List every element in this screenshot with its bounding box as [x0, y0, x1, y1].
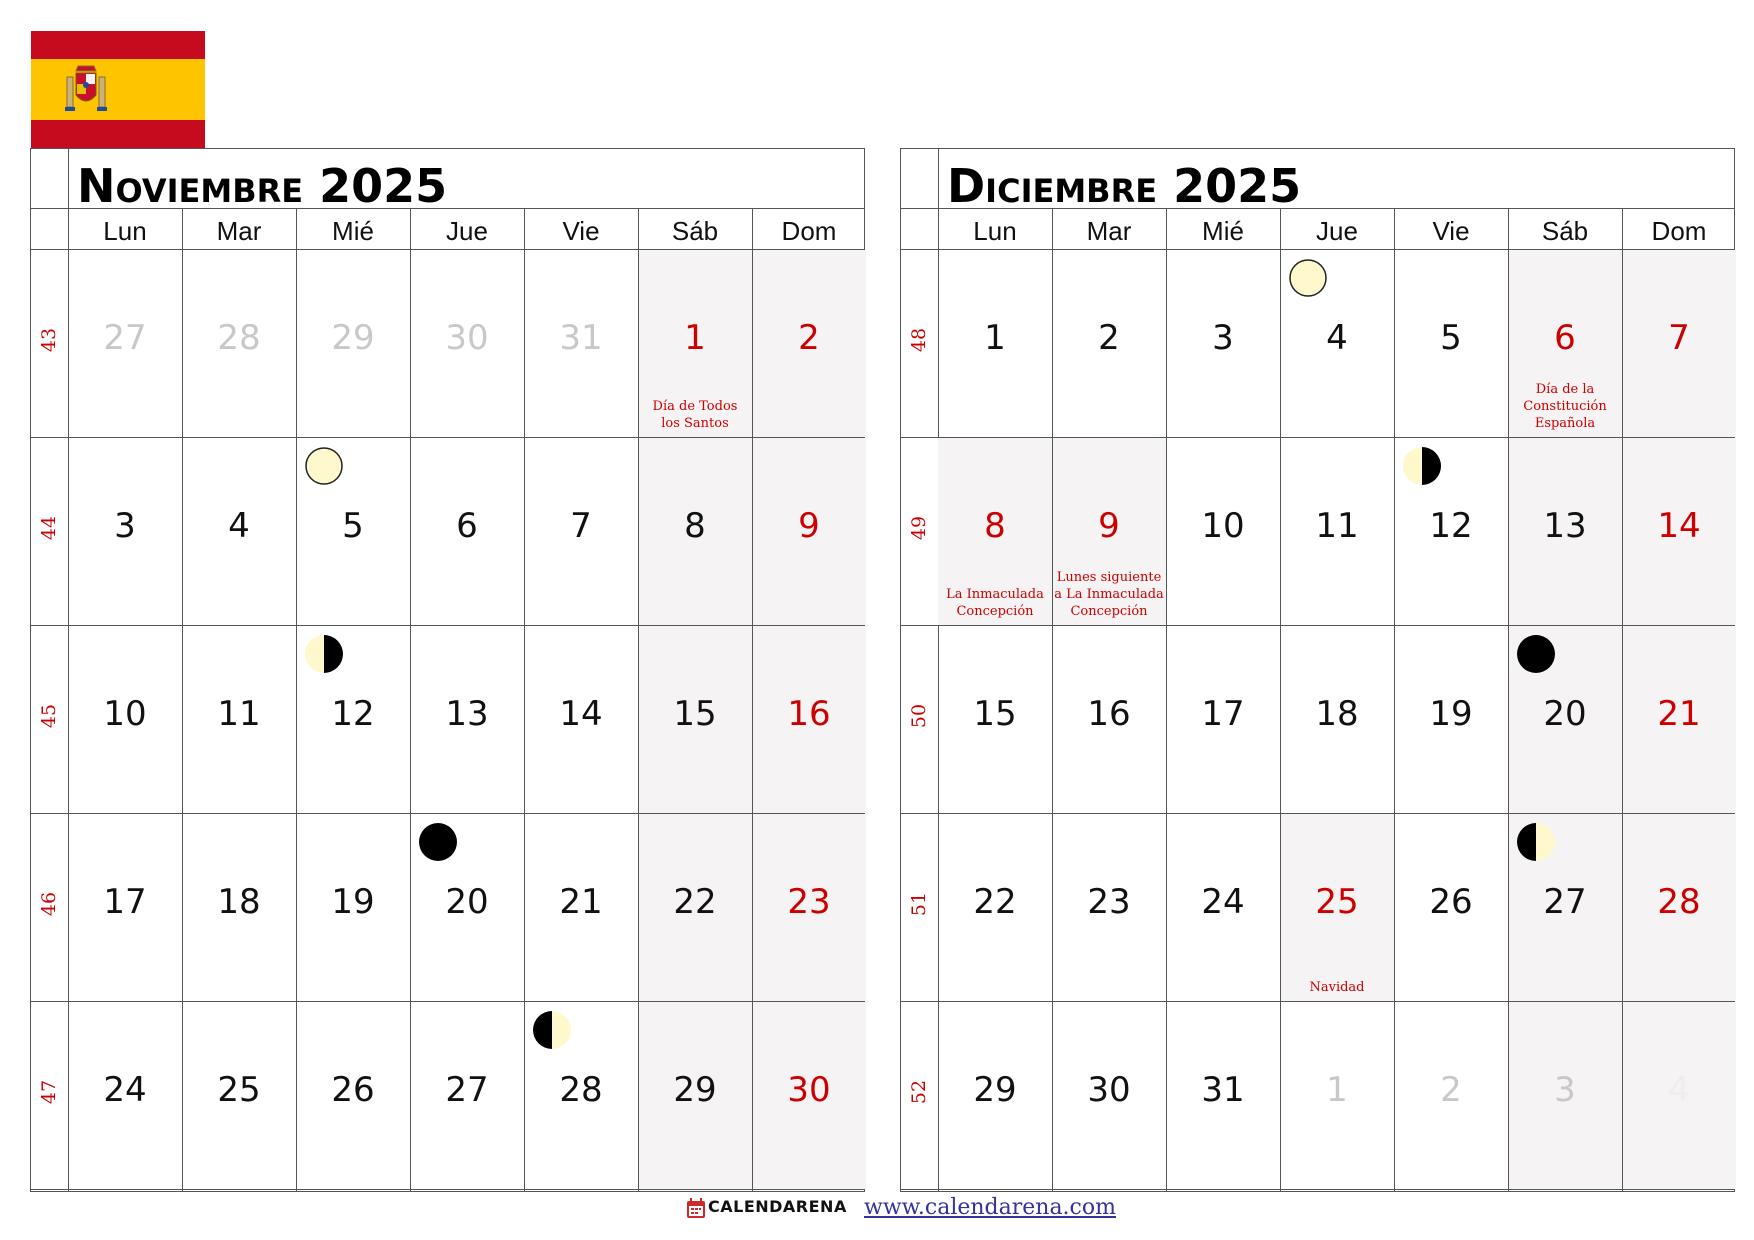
- day-number: 8: [684, 506, 706, 546]
- day-number: 14: [559, 694, 603, 734]
- first-quarter-moon-icon: [1516, 822, 1556, 862]
- day-number: 31: [1201, 1070, 1245, 1110]
- grid-vline: [1052, 208, 1053, 1191]
- weekday-header: Vie: [1432, 216, 1470, 246]
- weekday-header: Sáb: [671, 216, 719, 246]
- day-number: 8: [984, 506, 1006, 546]
- day-number: 11: [217, 694, 261, 734]
- day-number: 2: [798, 318, 820, 358]
- grid-vline: [1280, 208, 1281, 1191]
- grid-vline: [752, 208, 753, 1191]
- day-number: 2: [1098, 318, 1120, 358]
- weekday-header: Vie: [562, 216, 600, 246]
- day-number: 17: [103, 882, 147, 922]
- day-cell[interactable]: [524, 438, 638, 625]
- day-cell[interactable]: [524, 250, 638, 437]
- day-cell[interactable]: [1394, 438, 1508, 625]
- week-number: 48: [908, 327, 931, 353]
- footer: [0, 1195, 1754, 1225]
- website-link[interactable]: www.calendarena.com: [864, 1195, 1116, 1220]
- day-number: 15: [673, 694, 717, 734]
- day-number: 5: [1440, 318, 1462, 358]
- day-cell[interactable]: [524, 626, 638, 813]
- day-cell[interactable]: [1622, 250, 1736, 437]
- day-cell[interactable]: [410, 626, 524, 813]
- day-number: 21: [559, 882, 603, 922]
- weekday-header: Mié: [332, 216, 374, 246]
- weekday-header: Dom: [1651, 216, 1707, 246]
- day-number: 18: [1315, 694, 1359, 734]
- weekday-header: Lun: [103, 216, 147, 246]
- flag-stripe-bottom: [31, 120, 205, 148]
- day-cell[interactable]: [1052, 250, 1166, 437]
- day-number: 9: [798, 506, 820, 546]
- day-cell[interactable]: [752, 438, 866, 625]
- day-cell[interactable]: [1280, 1002, 1394, 1189]
- grid-vline: [1622, 208, 1623, 1191]
- holiday-label: Concepción: [1070, 604, 1148, 619]
- day-cell[interactable]: [638, 250, 752, 437]
- day-number: 23: [787, 882, 831, 922]
- day-number: 29: [973, 1070, 1017, 1110]
- day-cell[interactable]: [752, 1002, 866, 1189]
- day-cell[interactable]: [638, 626, 752, 813]
- holiday-label: los Santos: [661, 416, 729, 431]
- day-cell[interactable]: [1622, 438, 1736, 625]
- holiday-label: Española: [1534, 416, 1596, 431]
- day-number: 16: [1087, 694, 1131, 734]
- day-cell[interactable]: [938, 438, 1052, 625]
- day-number: 26: [1429, 882, 1473, 922]
- day-cell[interactable]: [296, 250, 410, 437]
- day-number: 30: [445, 318, 489, 358]
- day-cell[interactable]: [1394, 1002, 1508, 1189]
- day-cell[interactable]: [1052, 438, 1166, 625]
- day-number: 19: [331, 882, 375, 922]
- day-number: 23: [1087, 882, 1131, 922]
- weekday-header: Jue: [446, 216, 488, 246]
- day-number: 11: [1315, 506, 1359, 546]
- day-cell[interactable]: [1622, 1002, 1736, 1189]
- flag-stripe-top: [31, 31, 205, 59]
- week-number: 44: [38, 515, 61, 541]
- day-number: 14: [1657, 506, 1701, 546]
- full-moon-icon: [304, 446, 344, 486]
- weekday-header: Mar: [216, 216, 262, 246]
- grid-vline: [638, 208, 639, 1191]
- day-number: 15: [973, 694, 1017, 734]
- day-number: 20: [445, 882, 489, 922]
- day-number: 28: [217, 318, 261, 358]
- coat-of-arms-icon: [63, 63, 109, 117]
- day-number: 4: [1668, 1070, 1690, 1110]
- day-number: 13: [445, 694, 489, 734]
- day-number: 5: [342, 506, 364, 546]
- first-quarter-moon-icon: [532, 1010, 572, 1050]
- day-cell[interactable]: [1622, 814, 1736, 1001]
- day-number: 10: [103, 694, 147, 734]
- day-cell[interactable]: [296, 626, 410, 813]
- new-moon-icon: [418, 822, 458, 862]
- day-cell[interactable]: [938, 626, 1052, 813]
- week-number: 43: [38, 327, 61, 353]
- weekday-header: Sáb: [1541, 216, 1589, 246]
- day-cell[interactable]: [1508, 626, 1622, 813]
- day-number: 28: [559, 1070, 603, 1110]
- day-cell[interactable]: [410, 1002, 524, 1189]
- day-number: 26: [331, 1070, 375, 1110]
- day-number: 25: [217, 1070, 261, 1110]
- weekday-header: Jue: [1316, 216, 1358, 246]
- day-cell[interactable]: [1280, 438, 1394, 625]
- day-cell[interactable]: [938, 250, 1052, 437]
- day-cell[interactable]: [68, 814, 182, 1001]
- month-title: Noviembre 2025: [77, 159, 448, 213]
- week-number: 52: [908, 1079, 931, 1105]
- day-number: 20: [1543, 694, 1587, 734]
- day-cell[interactable]: [68, 250, 182, 437]
- day-cell[interactable]: [1508, 250, 1622, 437]
- day-number: 1: [684, 318, 706, 358]
- week-number: 51: [908, 891, 931, 917]
- day-cell[interactable]: [1166, 438, 1280, 625]
- week-number: 47: [38, 1079, 61, 1105]
- day-cell[interactable]: [182, 250, 296, 437]
- day-cell[interactable]: [1166, 626, 1280, 813]
- day-number: 27: [1543, 882, 1587, 922]
- day-cell[interactable]: [1166, 814, 1280, 1001]
- holiday-label: Navidad: [1309, 980, 1365, 995]
- weekday-header: Mar: [1086, 216, 1132, 246]
- day-cell[interactable]: [68, 626, 182, 813]
- day-cell[interactable]: [638, 1002, 752, 1189]
- day-number: 28: [1657, 882, 1701, 922]
- day-cell[interactable]: [638, 814, 752, 1001]
- day-cell[interactable]: [182, 814, 296, 1001]
- day-cell[interactable]: [1394, 814, 1508, 1001]
- grid-vline: [1394, 208, 1395, 1191]
- day-cell[interactable]: [410, 250, 524, 437]
- day-number: 6: [456, 506, 478, 546]
- day-cell[interactable]: [1052, 814, 1166, 1001]
- day-cell[interactable]: [638, 438, 752, 625]
- day-cell[interactable]: [752, 626, 866, 813]
- day-number: 7: [1668, 318, 1690, 358]
- day-cell[interactable]: [1508, 1002, 1622, 1189]
- grid-hline: [901, 1189, 1734, 1190]
- day-number: 24: [103, 1070, 147, 1110]
- day-cell[interactable]: [68, 1002, 182, 1189]
- grid-vline: [296, 208, 297, 1191]
- day-number: 10: [1201, 506, 1245, 546]
- day-number: 27: [103, 318, 147, 358]
- day-cell[interactable]: [296, 438, 410, 625]
- day-number: 4: [228, 506, 250, 546]
- month-title: Diciembre 2025: [947, 159, 1302, 213]
- day-cell[interactable]: [1622, 626, 1736, 813]
- day-number: 19: [1429, 694, 1473, 734]
- day-cell[interactable]: [182, 438, 296, 625]
- spain-flag-icon: [31, 31, 205, 148]
- day-cell[interactable]: [1280, 626, 1394, 813]
- day-number: 22: [673, 882, 717, 922]
- day-number: 12: [331, 694, 375, 734]
- day-cell[interactable]: [1394, 626, 1508, 813]
- day-number: 25: [1315, 882, 1359, 922]
- day-cell[interactable]: [938, 1002, 1052, 1189]
- day-cell[interactable]: [938, 814, 1052, 1001]
- brand-name: CALENDARENA: [708, 1197, 847, 1216]
- week-number: 50: [908, 703, 931, 729]
- day-number: 12: [1429, 506, 1473, 546]
- day-number: 1: [1326, 1070, 1348, 1110]
- day-cell[interactable]: [1166, 1002, 1280, 1189]
- day-number: 24: [1201, 882, 1245, 922]
- day-number: 27: [445, 1070, 489, 1110]
- day-number: 29: [673, 1070, 717, 1110]
- full-moon-icon: [1288, 258, 1328, 298]
- weekday-header: Lun: [973, 216, 1017, 246]
- day-number: 29: [331, 318, 375, 358]
- week-number: 45: [38, 703, 61, 729]
- day-number: 6: [1554, 318, 1576, 358]
- day-number: 4: [1326, 318, 1348, 358]
- day-cell[interactable]: [1280, 814, 1394, 1001]
- weekday-header: Mié: [1202, 216, 1244, 246]
- day-number: 31: [559, 318, 603, 358]
- day-number: 3: [1212, 318, 1234, 358]
- grid-vline: [1508, 208, 1509, 1191]
- grid-vline: [1166, 208, 1167, 1191]
- day-cell[interactable]: [1280, 250, 1394, 437]
- day-cell[interactable]: [1052, 1002, 1166, 1189]
- holiday-label: Día de la: [1535, 382, 1595, 397]
- new-moon-icon: [1516, 634, 1556, 674]
- holiday-label: Lunes siguiente: [1056, 570, 1162, 585]
- day-number: 3: [114, 506, 136, 546]
- day-number: 13: [1543, 506, 1587, 546]
- day-cell[interactable]: [1052, 626, 1166, 813]
- last-quarter-moon-icon: [304, 634, 344, 674]
- weekday-header: Dom: [781, 216, 837, 246]
- day-number: 16: [787, 694, 831, 734]
- day-cell[interactable]: [68, 438, 182, 625]
- day-number: 21: [1657, 694, 1701, 734]
- day-cell[interactable]: [296, 814, 410, 1001]
- day-number: 9: [1098, 506, 1120, 546]
- calendar-icon: [686, 1197, 706, 1219]
- day-number: 17: [1201, 694, 1245, 734]
- week-number: 46: [38, 891, 61, 917]
- holiday-label: Día de Todos: [652, 399, 738, 414]
- holiday-label: Constitución: [1523, 399, 1607, 414]
- last-quarter-moon-icon: [1402, 446, 1442, 486]
- grid-vline: [182, 208, 183, 1191]
- day-number: 22: [973, 882, 1017, 922]
- day-cell[interactable]: [1166, 250, 1280, 437]
- week-number: 49: [908, 515, 931, 541]
- day-cell[interactable]: [182, 1002, 296, 1189]
- grid-vline: [410, 208, 411, 1191]
- day-cell[interactable]: [410, 814, 524, 1001]
- day-cell[interactable]: [296, 1002, 410, 1189]
- day-cell[interactable]: [524, 1002, 638, 1189]
- day-number: 18: [217, 882, 261, 922]
- day-number: 30: [787, 1070, 831, 1110]
- flag-stripe-middle: [31, 59, 205, 120]
- grid-hline: [31, 1189, 864, 1190]
- holiday-label: La Inmaculada: [946, 587, 1044, 602]
- holiday-label: Concepción: [956, 604, 1034, 619]
- day-cell[interactable]: [410, 438, 524, 625]
- day-cell[interactable]: [752, 814, 866, 1001]
- day-cell[interactable]: [1394, 250, 1508, 437]
- day-number: 7: [570, 506, 592, 546]
- day-cell[interactable]: [182, 626, 296, 813]
- day-number: 1: [984, 318, 1006, 358]
- day-number: 3: [1554, 1070, 1576, 1110]
- month-december: [900, 148, 1735, 1192]
- day-cell[interactable]: [524, 814, 638, 1001]
- holiday-label: a La Inmaculada: [1054, 587, 1164, 602]
- day-number: 30: [1087, 1070, 1131, 1110]
- grid-vline: [524, 208, 525, 1191]
- month-november: [30, 148, 865, 1192]
- day-cell[interactable]: [1508, 438, 1622, 625]
- day-cell[interactable]: [1508, 814, 1622, 1001]
- day-number: 2: [1440, 1070, 1462, 1110]
- day-cell[interactable]: [752, 250, 866, 437]
